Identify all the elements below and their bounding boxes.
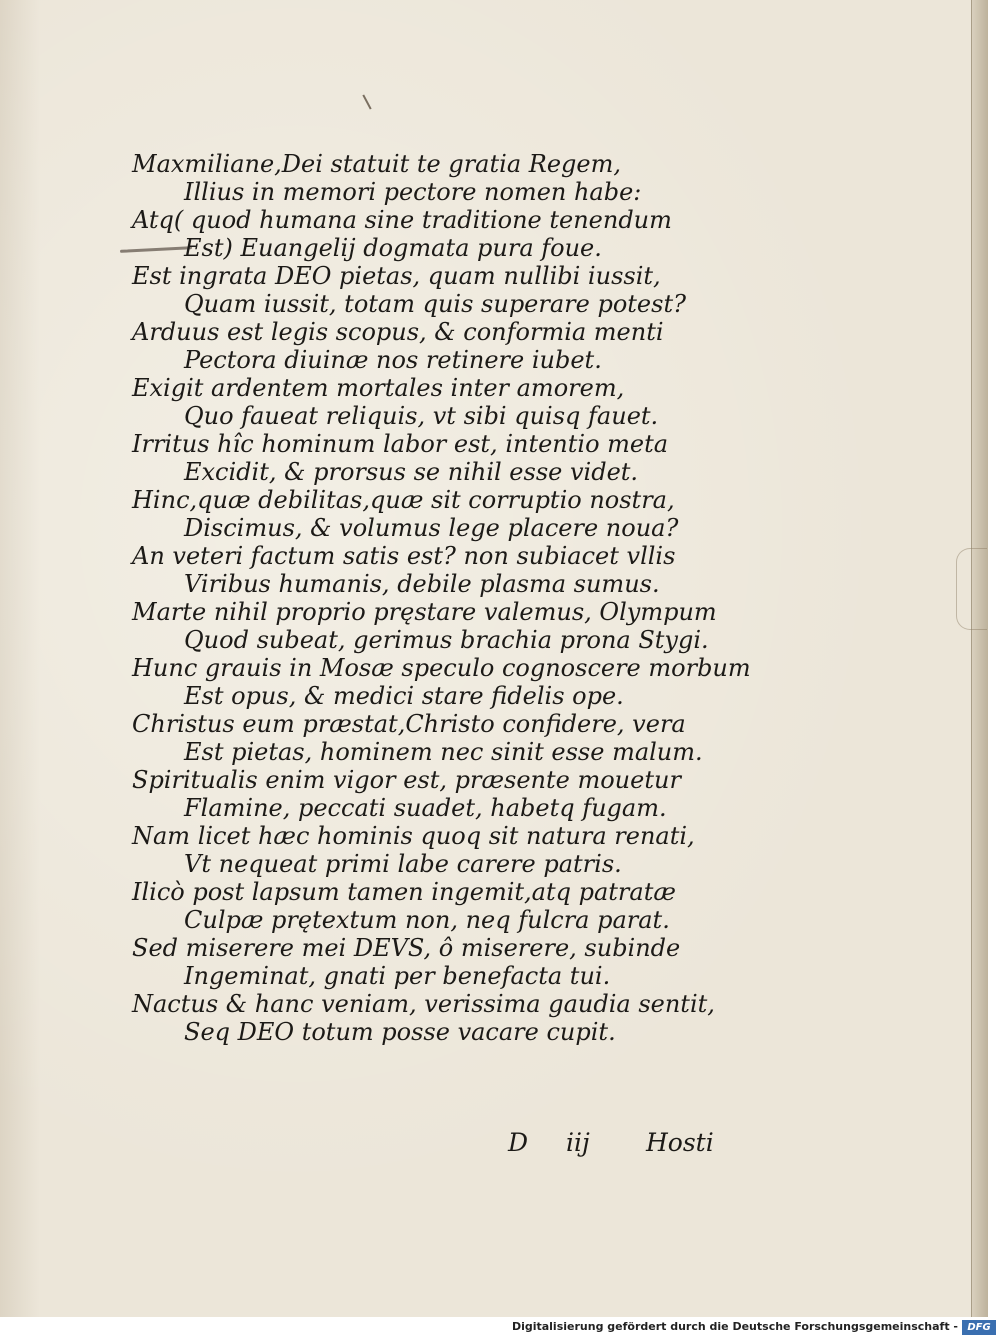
poem-line: Vt nequeat primi labe carere patris. <box>184 850 622 878</box>
signature-mark: D <box>508 1128 529 1157</box>
poem-line: Pectora diuinæ nos retinere iubet. <box>184 346 602 374</box>
poem-line: Quod subeat, gerimus brachia prona Stygi. <box>184 626 709 654</box>
poem-line: Discimus, & volumus lege placere noua? <box>184 514 679 542</box>
ink-stroke-mark <box>362 94 371 109</box>
poem-line: Est opus, & medici stare fidelis ope. <box>184 682 624 710</box>
poem-line: Sed miserere mei DEVS, ô miserere, subinde <box>132 934 681 962</box>
poem-line: Atq( quod humana sine traditione tenendum <box>132 206 672 234</box>
poem-line: Est pietas, hominem nec sinit esse malum. <box>184 738 703 766</box>
poem-line: Culpæ prętextum non, neq fulcra parat. <box>184 906 670 934</box>
poem-line: Christus eum præstat,Christo confidere, vera <box>132 710 686 738</box>
folio-number: iij <box>566 1128 590 1157</box>
catchword: Hosti <box>646 1128 714 1157</box>
poem-line: Irritus hîc hominum labor est, intentio meta <box>132 430 669 458</box>
poem-line: Maxmiliane,Dei statuit te gratia Regem, <box>132 150 621 178</box>
poem-line: Nam licet hæc hominis quoq sit natura renati, <box>132 822 695 850</box>
poem-line: Ilicò post lapsum tamen ingemit,atq patratæ <box>132 878 676 906</box>
poem-line: Nactus & hanc veniam, verissima gaudia sentit, <box>132 990 715 1018</box>
poem-line: Viribus humanis, debile plasma sumus. <box>184 570 660 598</box>
poem-line: Excidit, & prorsus se nihil esse videt. <box>184 458 639 486</box>
poem-line: Illius in memori pectore nomen habe: <box>184 178 642 206</box>
poem-line: Exigit ardentem mortales inter amorem, <box>132 374 625 402</box>
poem-line: Arduus est legis scopus, & conformia menti <box>132 318 664 346</box>
poem-line: Spiritualis enim vigor est, præsente mouetur <box>132 766 681 794</box>
poem-line: Seq DEO totum posse vacare cupit. <box>184 1018 616 1046</box>
page-edge <box>971 0 988 1317</box>
poem-line: Flamine, peccati suadet, habetq fugam. <box>184 794 667 822</box>
poem-line: Est ingrata DEO pietas, quam nullibi iussit, <box>132 262 661 290</box>
poem-line: Quo faueat reliquis, vt sibi quisq fauet. <box>184 402 659 430</box>
poem-line: Quam iussit, totam quis superare potest? <box>184 290 686 318</box>
poem-line: Marte nihil proprio pręstare valemus, Olympum <box>132 598 717 626</box>
poem-line: An veteri factum satis est? non subiacet vllis <box>132 542 676 570</box>
poem-line: Hinc,quæ debilitas,quæ sit corruptio nostra, <box>132 486 675 514</box>
page-tab-mark <box>956 548 987 630</box>
digitization-credit-bar <box>0 1317 1000 1339</box>
poem-line: Est) Euangelij dogmata pura foue. <box>184 234 602 262</box>
poem-line: Hunc grauis in Mosæ speculo cognoscere morbum <box>132 654 751 682</box>
poem-line: Ingeminat, gnati per benefacta tui. <box>184 962 611 990</box>
credit-text: Digitalisierung gefördert durch die Deutsche Forschungsgemeinschaft - <box>511 1320 958 1333</box>
dfg-logo: DFG <box>962 1320 996 1335</box>
poem-text <box>132 150 952 1046</box>
